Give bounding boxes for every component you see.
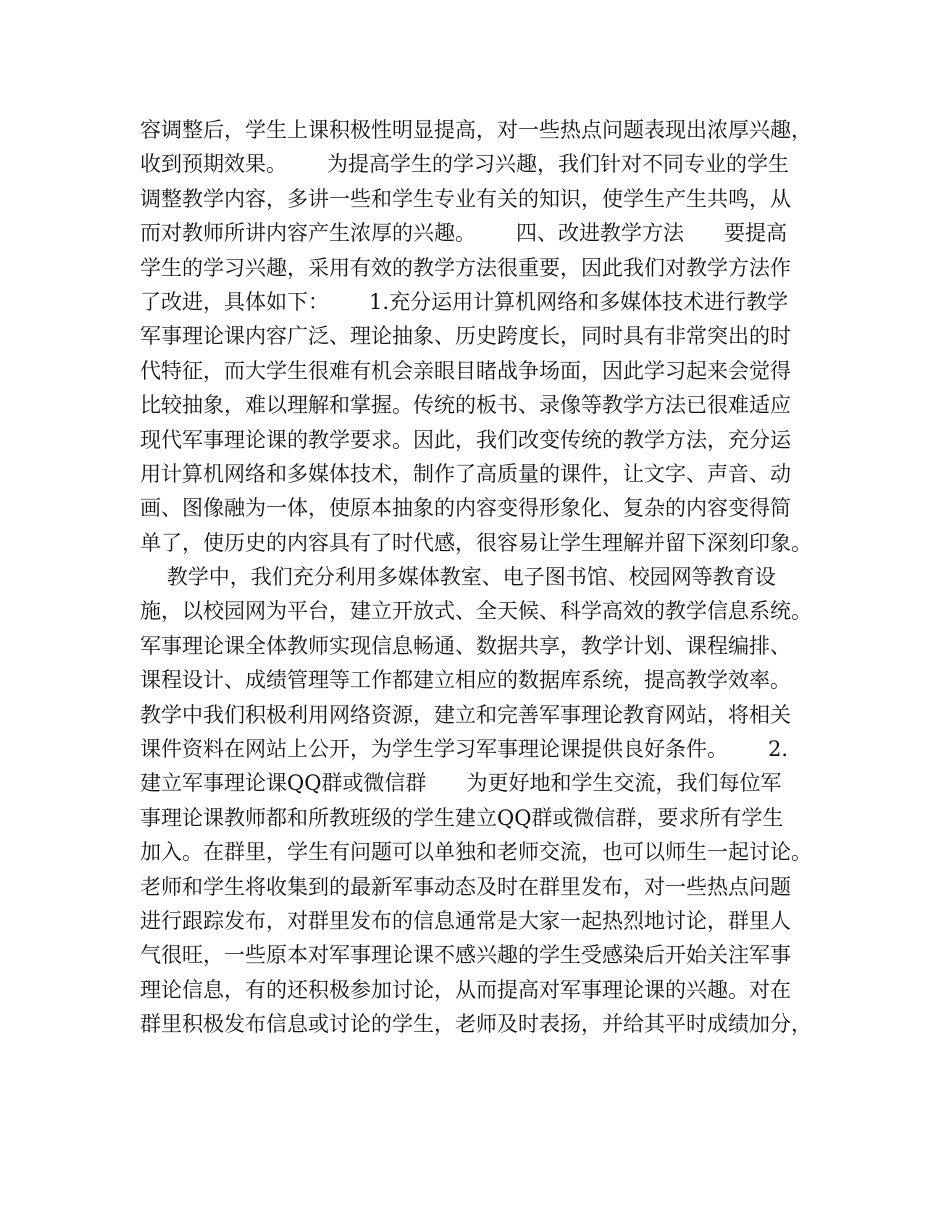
text-line: 而对教师所讲内容产生浓厚的兴趣。 四、改进教学方法 要提高 bbox=[140, 221, 788, 246]
body-text bbox=[140, 113, 830, 1042]
text-line: 建立军事理论课QQ群或微信群 为更好地和学生交流，我们每位军 bbox=[140, 771, 782, 796]
text-line: 理论信息，有的还积极参加讨论，从而提高对军事理论课的兴趣。对在 bbox=[140, 977, 791, 1002]
text-line: 画、图像融为一体，使原本抽象的内容变得形象化、复杂的内容变得简 bbox=[140, 496, 791, 521]
text-line: 气很旺，一些原本对军事理论课不感兴趣的学生受感染后开始关注军事 bbox=[140, 943, 791, 968]
text-line: 施，以校园网为平台，建立开放式、全天候、科学高效的教学信息系统。 bbox=[140, 599, 812, 624]
text-line: 教学中我们积极利用网络资源，建立和完善军事理论教育网站，将相关 bbox=[140, 702, 791, 727]
text-line: 老师和学生将收集到的最新军事动态及时在群里发布，对一些热点问题 bbox=[140, 874, 791, 899]
text-line: 现代军事理论课的教学要求。因此，我们改变传统的教学方法，充分运 bbox=[140, 427, 791, 452]
text-line: 单了，使历史的内容具有了时代感，很容易让学生理解并留下深刻印象。 bbox=[140, 530, 812, 555]
text-line: 群里积极发布信息或讨论的学生，老师及时表扬，并给其平时成绩加分， bbox=[140, 1012, 812, 1037]
text-line: 军事理论课内容广泛、理论抽象、历史跨度长，同时具有非常突出的时 bbox=[140, 324, 791, 349]
text-line: 用计算机网络和多媒体技术，制作了高质量的课件，让文字、声音、动 bbox=[140, 461, 791, 486]
text-line: 调整教学内容，多讲一些和学生专业有关的知识，使学生产生共鸣，从 bbox=[140, 186, 791, 211]
text-line: 学生的学习兴趣，采用有效的教学方法很重要，因此我们对教学方法作 bbox=[140, 255, 791, 280]
text-line: 军事理论课全体教师实现信息畅通、数据共享，教学计划、课程编排、 bbox=[140, 633, 791, 658]
text-line: 容调整后，学生上课积极性明显提高，对一些热点问题表现出浓厚兴趣， bbox=[140, 118, 812, 142]
text-line: 进行跟踪发布，对群里发布的信息通常是大家一起热烈地讨论，群里人 bbox=[140, 908, 791, 933]
text-line: 事理论课教师都和所教班级的学生建立QQ群或微信群，要求所有学生 bbox=[140, 805, 784, 830]
text-line: 课件资料在网站上公开，为学生学习军事理论课提供良好条件。 2. bbox=[140, 737, 789, 762]
text-line: 代特征，而大学生很难有机会亲眼目睹战争场面，因此学习起来会觉得 bbox=[140, 358, 791, 383]
text-line: 比较抽象，难以理解和掌握。传统的板书、录像等教学方法已很难适应 bbox=[140, 393, 791, 418]
text-line: 教学中，我们充分利用多媒体教室、电子图书馆、校园网等教育设 bbox=[140, 565, 776, 590]
text-line: 了改进，具体如下： 1.充分运用计算机网络和多媒体技术进行教学 bbox=[140, 289, 789, 314]
text-line: 收到预期效果。 为提高学生的学习兴趣，我们针对不同专业的学生 bbox=[140, 152, 790, 177]
text-line: 课程设计、成绩管理等工作都建立相应的数据库系统，提高教学效率。 bbox=[140, 668, 791, 693]
text-line: 加入。在群里，学生有问题可以单独和老师交流，也可以师生一起讨论。 bbox=[140, 840, 812, 865]
